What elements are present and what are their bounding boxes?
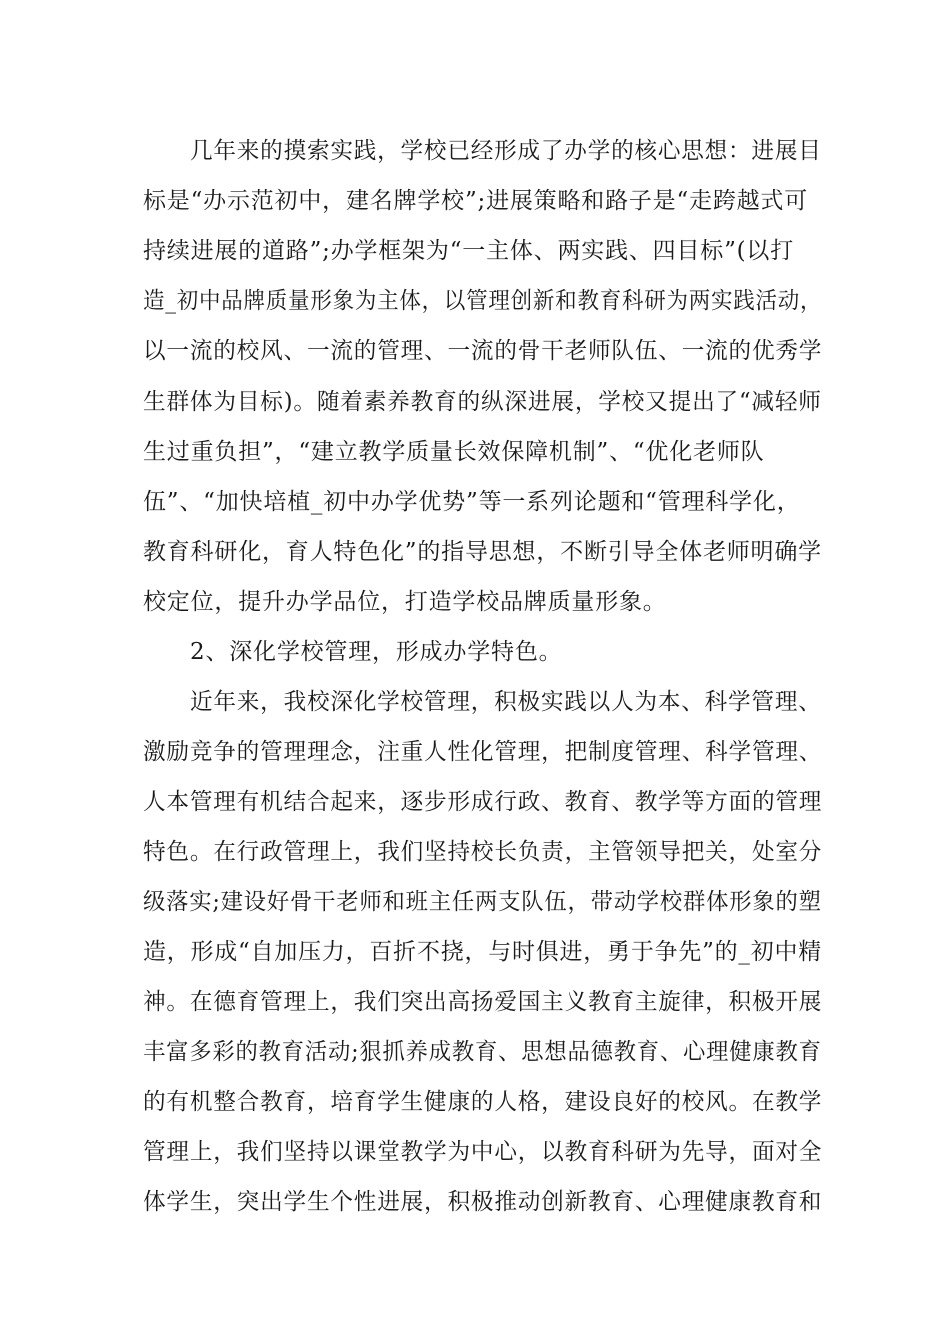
text-line: 校定位，提升办学品位，打造学校品牌质量形象。 <box>143 589 667 615</box>
text-line: 神。在德育管理上，我们突出高扬爱国主义教育主旋律，积极开展 <box>143 989 823 1015</box>
text-line: 伍”、“加快培植_初中办学优势”等一系列论题和“管理科学化， <box>143 489 801 515</box>
text-line: 管理上，我们坚持以课堂教学为中心，以教育科研为先导，面对全 <box>143 1139 823 1165</box>
text-line: 几年来的摸索实践，学校已经形成了办学的核心思想：进展目 <box>190 138 822 164</box>
text-line: 以一流的校风、一流的管理、一流的骨干老师队伍、一流的优秀学 <box>143 338 823 364</box>
text-line: 级落实;建设好骨干老师和班主任两支队伍，带动学校群体形象的塑 <box>143 889 822 915</box>
text-line: 体学生，突出学生个性进展，积极推动创新教育、心理健康教育和 <box>143 1189 823 1215</box>
text-line: 教育科研化，育人特色化”的指导思想，不断引导全体老师明确学 <box>143 539 822 565</box>
text-line: 持续进展的道路”;办学框架为“一主体、两实践、四目标”(以打 <box>143 238 794 264</box>
text-line: 的有机整合教育，培育学生健康的人格，建设良好的校风。在教学 <box>143 1089 823 1115</box>
text-line: 造，形成“自加压力，百折不挠，与时俱进，勇于争先”的_初中精 <box>143 939 823 965</box>
text-line: 生过重负担”，“建立教学质量长效保障机制”、“优化老师队 <box>143 439 765 465</box>
text-line: 丰富多彩的教育活动;狠抓养成教育、思想品德教育、心理健康教育 <box>143 1039 822 1065</box>
text-line: 标是“办示范初中，建名牌学校”;进展策略和路子是“走跨越式可 <box>143 188 809 214</box>
text-line: 生群体为目标)。随着素养教育的纵深进展，学校又提出了“减轻师 <box>143 389 822 415</box>
text-line: 近年来，我校深化学校管理，积极实践以人为本、科学管理、 <box>190 689 822 715</box>
section-heading: 2、深化学校管理，形成办学特色。 <box>190 639 563 665</box>
text-line: 激励竞争的管理理念，注重人性化管理，把制度管理、科学管理、 <box>143 739 823 765</box>
text-line: 特色。在行政管理上，我们坚持校长负责，主管领导把关，处室分 <box>143 839 823 865</box>
text-line: 造_初中品牌质量形象为主体，以管理创新和教育科研为两实践活动， <box>143 288 823 314</box>
text-line: 人本管理有机结合起来，逐步形成行政、教育、教学等方面的管理 <box>143 789 823 815</box>
